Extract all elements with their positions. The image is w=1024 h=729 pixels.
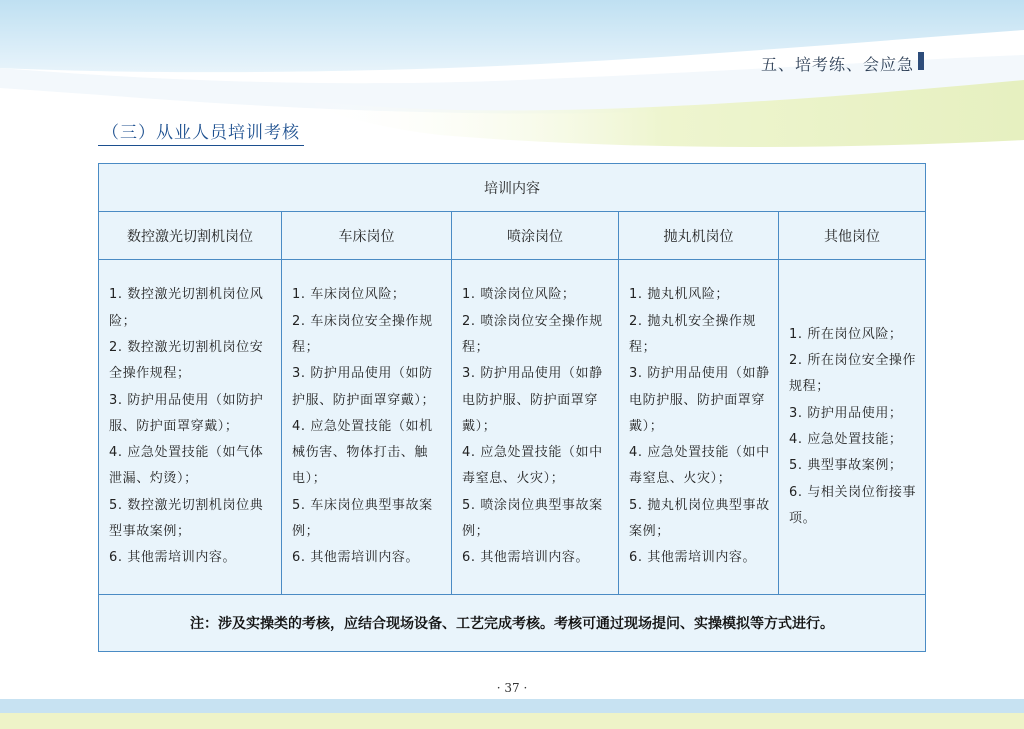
list-item: 1. 所在岗位风险； [789,326,903,342]
table-title: 培训内容 [99,164,925,212]
list-item: 3. 防护用品使用（如防护服、防护面罩穿戴）； [292,366,436,408]
list-item: 2. 所在岗位安全操作规程； [789,353,917,395]
list-item: 4. 应急处置技能（如中毒窒息、火灾）； [629,445,770,487]
list-item: 1. 数控激光切割机岗位风险； [109,287,264,329]
list-item: 1. 喷涂岗位风险； [462,287,576,303]
list-item: 3. 防护用品使用（如静电防护服、防护面罩穿戴）； [462,366,603,434]
chapter-title: 五、培考练、会应急 [760,55,914,74]
list-item: 5. 车床岗位典型事故案例； [292,497,433,540]
list-item: 4. 应急处置技能（如机械伤害、物体打击、触电）； [292,418,433,487]
column-header: 数控激光切割机岗位 [99,212,282,259]
chapter-marker-bar [918,52,924,70]
list-item: 4. 应急处置技能（如气体泄漏、灼烫）； [109,445,264,487]
table-cell [779,260,925,594]
list-item: 5. 典型事故案例； [789,458,903,474]
list-item: 6. 其他需培训内容。 [629,550,757,566]
list-item: 5. 数控激光切割机岗位典型事故案例； [109,497,264,540]
page-number: · 37 · [496,681,528,695]
list-item: 3. 防护用品使用； [789,405,903,421]
list-item: 5. 喷涂岗位典型事故案例； [462,497,603,540]
list-item: 6. 其他需培训内容。 [109,550,237,566]
list-item: 3. 防护用品使用（如静电防护服、防护面罩穿戴）； [629,366,770,434]
list-item: 3. 防护用品使用（如防护服、防护面罩穿戴）； [109,392,264,434]
list-item: 1. 抛丸机风险； [629,287,729,303]
list-item: 1. 车床岗位风险； [292,287,406,303]
list-item: 6. 其他需培训内容。 [462,550,590,566]
column-header-row [99,212,925,260]
table-note: 注：涉及实操类的考核，应结合现场设备、工艺完成考核。考核可通过现场提问、实操模拟等方式进行。 [190,615,834,632]
training-content-table [98,163,926,652]
table-cell [282,260,452,594]
column-header: 喷涂岗位 [452,212,619,259]
list-item: 2. 数控激光切割机岗位安全操作规程； [109,339,264,382]
table-cell [619,260,779,594]
list-item: 2. 车床岗位安全操作规程； [292,313,433,355]
list-item: 6. 其他需培训内容。 [292,550,420,566]
list-item: 4. 应急处置技能（如中毒窒息、火灾）； [462,445,603,487]
footer-band-decoration [0,699,1024,729]
list-item: 5. 抛丸机岗位典型事故案例； [629,497,770,540]
list-item: 2. 抛丸机安全操作规程； [629,313,757,355]
list-item: 4. 应急处置技能； [789,432,903,447]
list-item: 2. 喷涂岗位安全操作规程； [462,313,603,355]
section-title: （三）从业人员培训考核 [98,118,304,146]
column-header: 抛丸机岗位 [619,212,779,259]
content-row [99,260,925,595]
list-item: 6. 与相关岗位衔接事项。 [789,484,917,526]
column-header: 其他岗位 [824,228,880,245]
column-header: 车床岗位 [282,212,452,259]
table-cell [99,260,282,594]
table-cell [452,260,619,594]
